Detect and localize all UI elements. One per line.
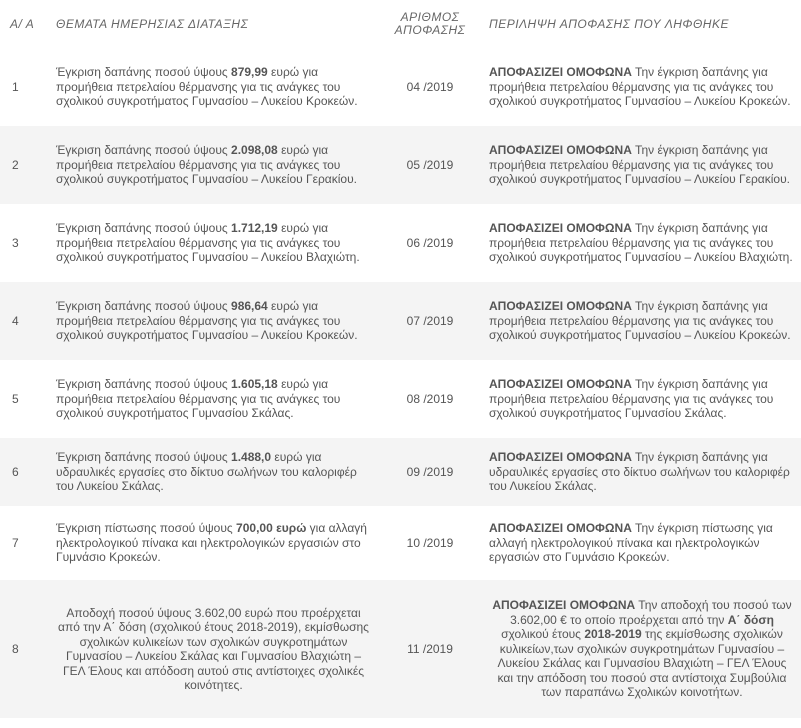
row-summary: ΑΠΟΦΑΣΙΖΕΙ ΟΜΟΦΩΝΑ Την αποδοχή του ποσού των 3.602,00 € το οποίο προέρχεται από την Α΄ δόση σχολικού έτους 2018-2019 της εκμίσθωσης σχολικών κυλικείων,των σχολικών συγκροτημάτων Γυμνασίου – Λυκείου Σκάλας και Γυμνασίου Βλαχιώτη – ΓΕΛ Έλους και την απόδοση του ποσού στα αντίστοιχα Συμβούλια των παραπάνω Σχολικών κοινοτήτων. — [483, 580, 801, 718]
table-row — [0, 506, 801, 580]
row-aa: 1 — [0, 48, 50, 126]
row-number: 06 /2019 — [377, 204, 483, 282]
row-summary: ΑΠΟΦΑΣΙΖΕΙ ΟΜΟΦΩΝΑ Την έγκριση δαπάνης για προμήθεια πετρελαίου θέρμανσης για τις ανάγκες του σχολικού συγκροτήματος Γυμνασίου Σκάλας. — [483, 360, 801, 438]
row-theme: Έγκριση δαπάνης ποσού ύψους 2.098,08 ευρώ για προμήθεια πετρελαίου θέρμανσης για τις ανάγκες του σχολικού συγκροτήματος Γυμνασίου – Λυκείου Γερακίου. — [50, 126, 377, 204]
header-aa: Α/ Α — [10, 16, 35, 31]
row-summary: ΑΠΟΦΑΣΙΖΕΙ ΟΜΟΦΩΝΑ Την έγκριση δαπάνης για προμήθεια πετρελαίου θέρμανσης για τις ανάγκες του σχολικού συγκροτήματος Γυμνασίου – Λυκείου Γερακίου. — [483, 126, 801, 204]
header-row — [0, 0, 801, 48]
row-number: 07 /2019 — [377, 282, 483, 360]
row-aa: 7 — [0, 506, 50, 580]
row-theme: Έγκριση δαπάνης ποσού ύψους 1.712,19 ευρώ για προμήθεια πετρελαίου θέρμανσης για τις ανάγκες του σχολικού συγκροτήματος Γυμνασίου – Λυκείου Βλαχιώτη. — [50, 204, 377, 282]
row-aa: 5 — [0, 360, 50, 438]
row-summary: ΑΠΟΦΑΣΙΖΕΙ ΟΜΟΦΩΝΑ Την έγκριση πίστωσης για αλλαγή ηλεκτρολογικού πίνακα και ηλεκτρολογικών εργασιών στο Γυμνάσιο Κροκεών. — [483, 506, 801, 580]
row-theme: Έγκριση δαπάνης ποσού ύψους 1.605,18 ευρώ για προμήθεια πετρελαίου θέρμανσης για τις ανάγκες του σχολικού συγκροτήματος Γυμνασίου Σκάλας. — [50, 360, 377, 438]
row-aa: 4 — [0, 282, 50, 360]
header-number: ΑΡΙΘΜΟΣ ΑΠΟΦΑΣΗΣ — [394, 10, 466, 37]
row-summary: ΑΠΟΦΑΣΙΖΕΙ ΟΜΟΦΩΝΑ Την έγκριση δαπάνης για προμήθεια πετρελαίου θέρμανσης για τις ανάγκες του σχολικού συγκροτήματος Γυμνασίου – Λυκείου Κροκεών. — [483, 282, 801, 360]
row-summary: ΑΠΟΦΑΣΙΖΕΙ ΟΜΟΦΩΝΑ Την έγκριση δαπάνης για προμήθεια πετρελαίου θέρμανσης για τις ανάγκες του σχολικού συγκροτήματος Γυμνασίου – Λυκείου Βλαχιώτη. — [483, 204, 801, 282]
table-row — [0, 580, 801, 718]
row-theme: Αποδοχή ποσού ύψους 3.602,00 ευρώ που προέρχεται από την Α΄ δόση (σχολικού έτους 2018-2019), εκμίσθωσης σχολικών κυλικείων των σχολικών συγκροτημάτων Γυμνασίου – Λυκείου Σκάλας και Γυμνασίου Βλαχιώτη – ΓΕΛ Έλους και απόδοση αυτού στις αντίστοιχες σχολικές κοινότητες. — [50, 580, 377, 718]
row-theme: Έγκριση δαπάνης ποσού ύψους 1.488,0 ευρώ για υδραυλικές εργασίες στο δίκτυο σωλήνων του καλοριφέρ του Λυκείου Σκάλας. — [50, 438, 377, 506]
table-row — [0, 126, 801, 204]
row-summary: ΑΠΟΦΑΣΙΖΕΙ ΟΜΟΦΩΝΑ Την έγκριση δαπάνης για προμήθεια πετρελαίου θέρμανσης για τις ανάγκες του σχολικού συγκροτήματος Γυμνασίου – Λυκείου Κροκεών. — [483, 48, 801, 126]
row-summary: ΑΠΟΦΑΣΙΖΕΙ ΟΜΟΦΩΝΑ Την έγκριση δαπάνης για υδραυλικές εργασίες στο δίκτυο σωλήνων του καλοριφέρ του Λυκείου Σκάλας. — [483, 438, 801, 506]
row-aa: 2 — [0, 126, 50, 204]
row-aa: 6 — [0, 438, 50, 506]
row-aa: 8 — [0, 580, 50, 718]
header-themes: ΘΕΜΑΤΑ ΗΜΕΡΗΣΙΑΣ ΔΙΑΤΑΞΗΣ — [56, 16, 249, 31]
row-number: 04 /2019 — [377, 48, 483, 126]
row-theme: Έγκριση πίστωσης ποσού ύψους 700,00 ευρώ για αλλαγή ηλεκτρολογικού πίνακα και ηλεκτρολογικών εργασιών στο Γυμνάσιο Κροκεών. — [50, 506, 377, 580]
row-theme: Έγκριση δαπάνης ποσού ύψους 879,99 ευρώ για προμήθεια πετρελαίου θέρμανσης για τις ανάγκες του σχολικού συγκροτήματος Γυμνασίου – Λυκείου Κροκεών. — [50, 48, 377, 126]
header-summary: ΠΕΡΙΛΗΨΗ ΑΠΟΦΑΣΗΣ ΠΟΥ ΛΗΦΘΗΚΕ — [489, 16, 729, 31]
table-row — [0, 48, 801, 126]
row-number: 08 /2019 — [377, 360, 483, 438]
row-aa: 3 — [0, 204, 50, 282]
row-number: 11 /2019 — [377, 580, 483, 718]
table-row — [0, 204, 801, 282]
row-number: 05 /2019 — [377, 126, 483, 204]
row-number: 10 /2019 — [377, 506, 483, 580]
table-row — [0, 282, 801, 360]
row-theme: Έγκριση δαπάνης ποσού ύψους 986,64 ευρώ για προμήθεια πετρελαίου θέρμανσης για τις ανάγκες του σχολικού συγκροτήματος Γυμνασίου – Λυκείου Κροκεών. — [50, 282, 377, 360]
table-row — [0, 360, 801, 438]
row-number: 09 /2019 — [377, 438, 483, 506]
table-row — [0, 438, 801, 506]
